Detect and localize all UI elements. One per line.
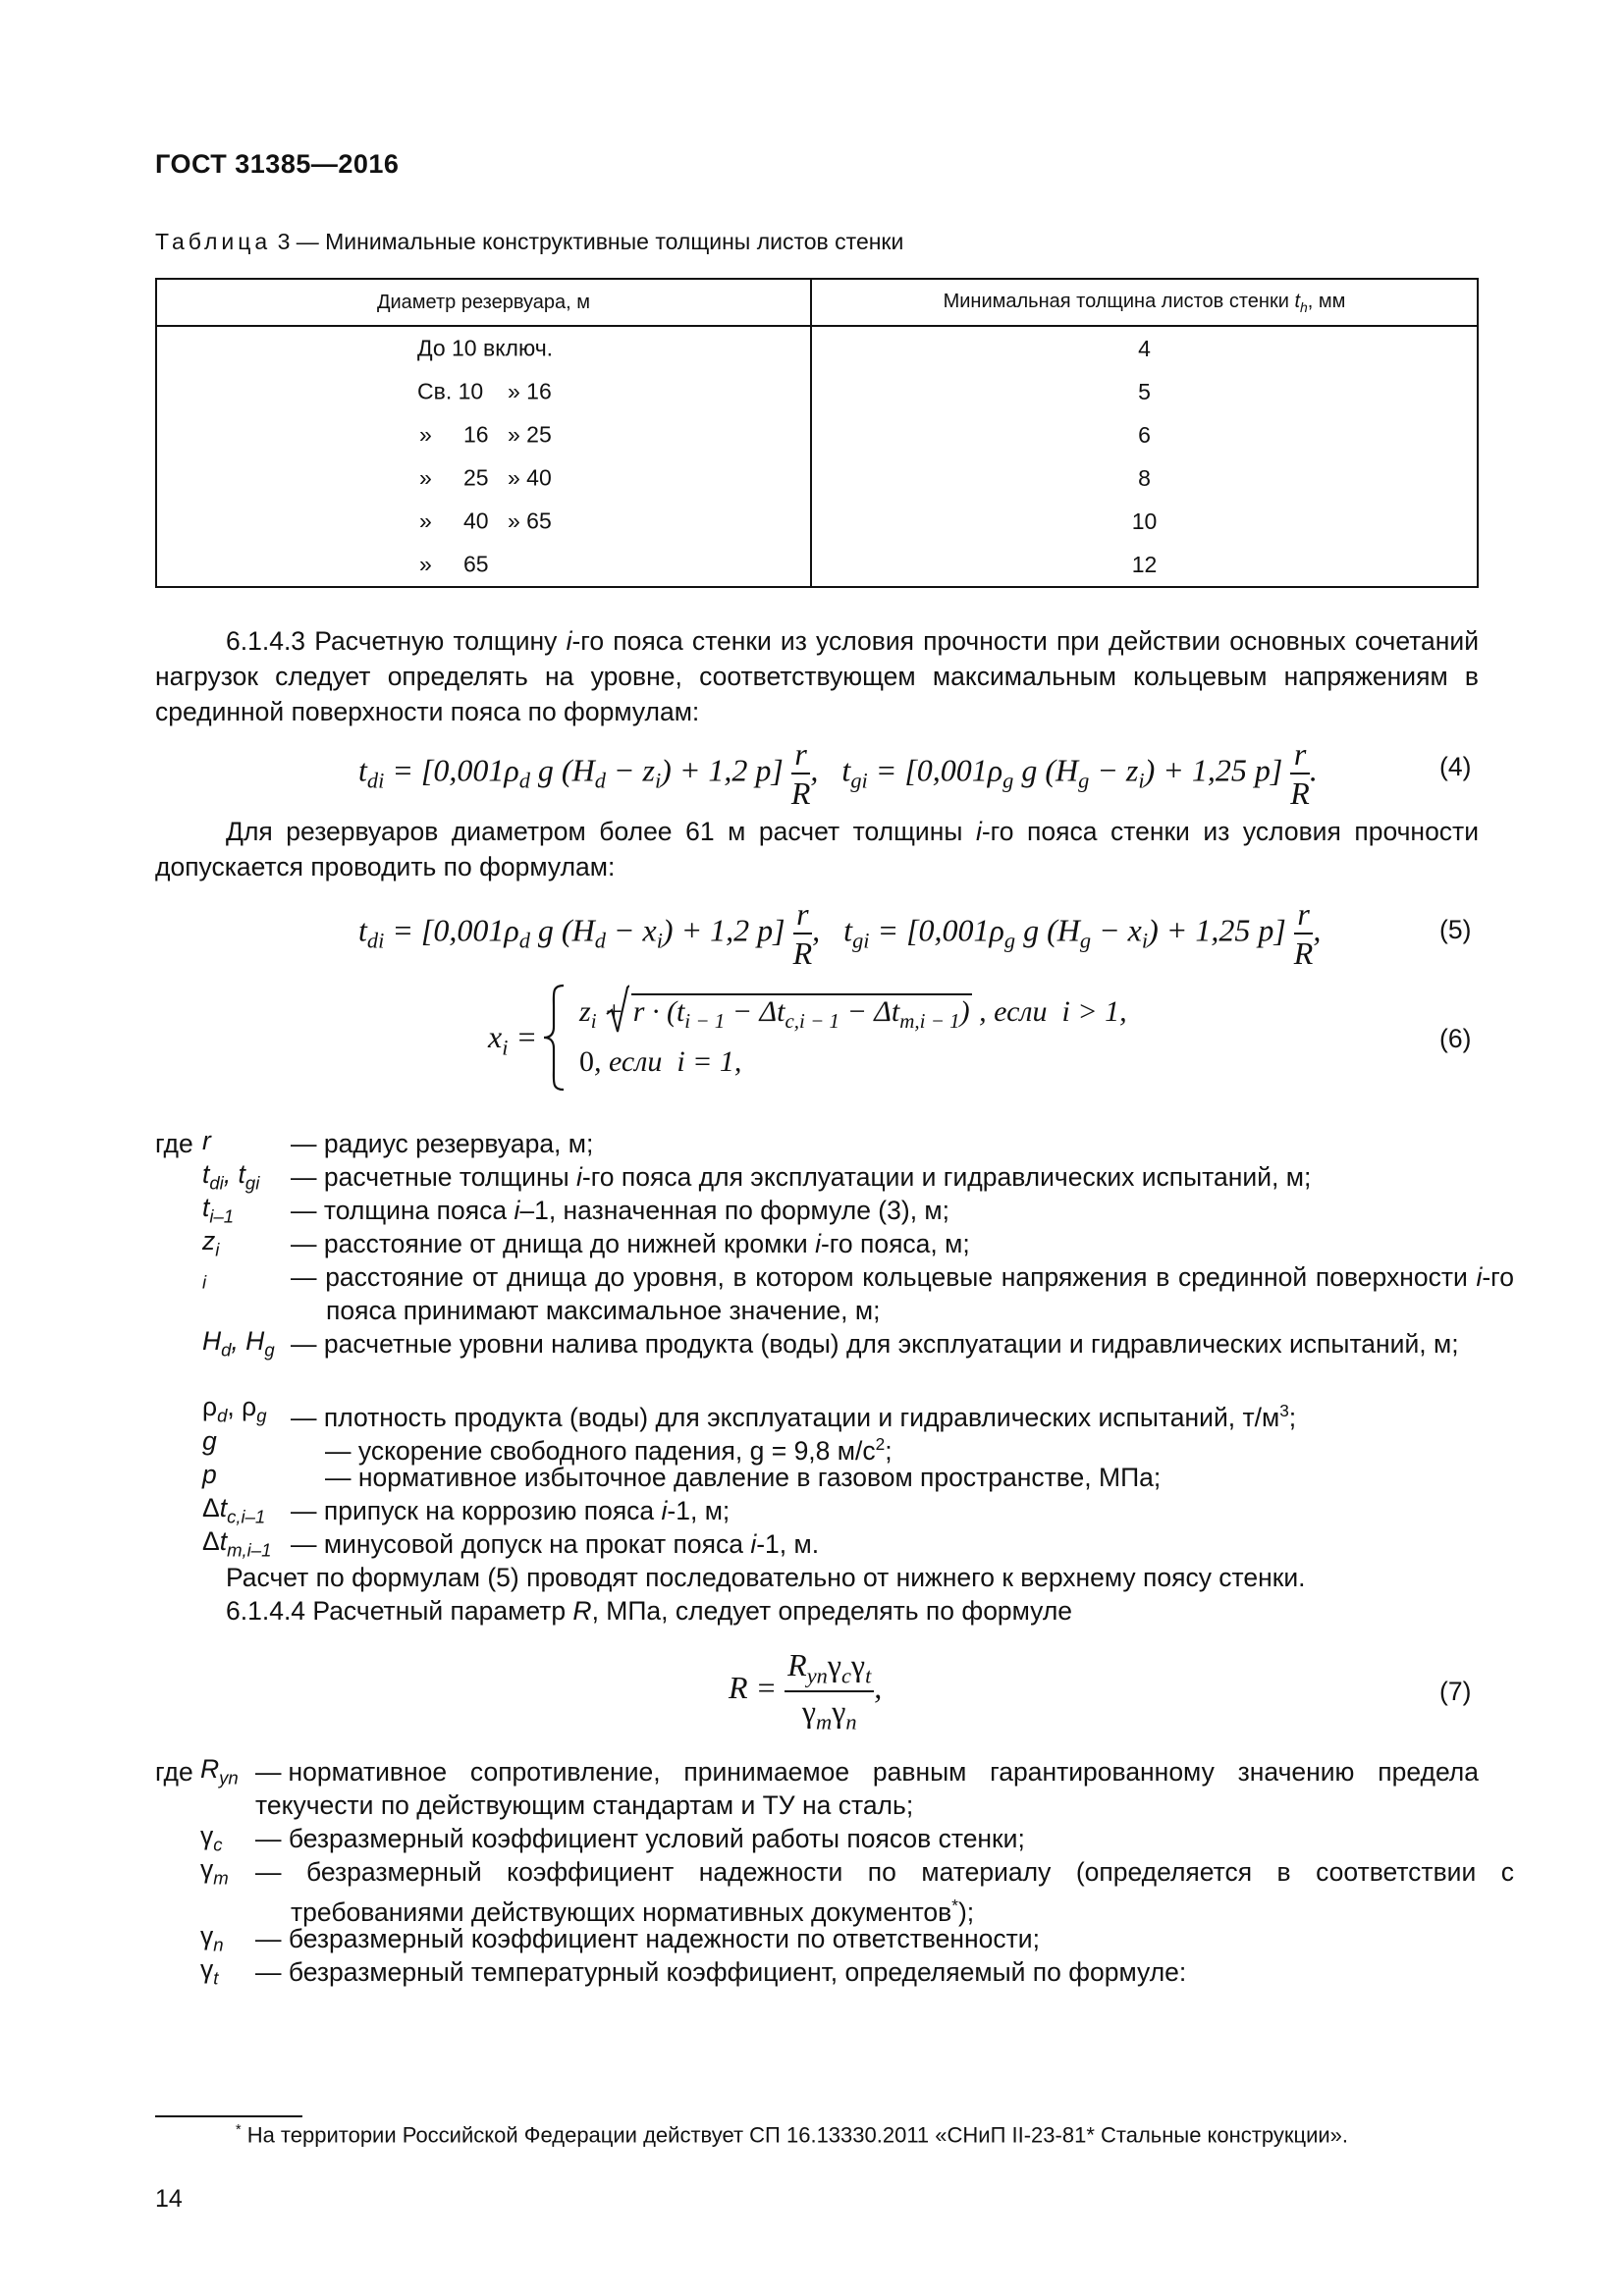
symbol-gamma-t: $\gamma_t$ (200, 1954, 219, 1989)
legend-item-xi: — расстояние от днища до уровня, в котором кольцевые напряжения в срединной поверхности i-го пояса принимают максимальное значение, м; (291, 1262, 1514, 1325)
legend-item-gamma-c: — безразмерный коэффициент условий работы поясов стенки; (255, 1824, 1025, 1853)
document-header: ГОСТ 31385—2016 (155, 149, 400, 179)
table-row (156, 456, 1478, 500)
table-caption-prefix: Таблица (155, 229, 272, 254)
diameter-cell: Св. 10 » 16 (156, 370, 811, 413)
formula-4: $t_{di} = [0,001\rho_d$ g $(H_d - z_i) + 1,2$ p] $\frac{r}{R}$ , $t_{gi} = [0,001\rho_g$ g $(H_g - z_i) + 1,25$ p] $\frac{r}{R}$ . (358, 736, 1318, 811)
table-header-row (156, 279, 1478, 326)
table-row (156, 370, 1478, 413)
symbol-delta-tm: $\Delta t_{m,i-1}$ (202, 1526, 272, 1561)
paragraph-6-1-4-3: 6.1.4.3 Расчетную толщину i-го пояса стенки из условия прочности при действии основных сочетаний нагрузок следует определять на уровне, соответствующем максимальным кольцевым напряжениям в срединной поверхности пояса по формулам: (155, 626, 1480, 726)
formula-6-lhs: $x_i$ = (488, 1019, 538, 1060)
legend-item-hd-hg: — расчетные уровни налива продукта (воды) для эксплуатации и гидравлических испытаний, м; (291, 1329, 1459, 1359)
diameter-cell: » 16 » 25 (156, 413, 811, 456)
legend-item-gamma-n: — безразмерный коэффициент надежности по ответственности; (255, 1924, 1040, 1953)
paragraph-6-1-4-4: 6.1.4.4 Расчетный параметр R, МПа, следует определять по формуле (226, 1596, 1073, 1626)
thickness-cell: 6 (811, 413, 1478, 456)
paragraph-calc-order: Расчет по формулам (5) проводят последовательно от нижнего к верхнему поясу стенки. (226, 1563, 1306, 1592)
symbol-xi: i (202, 1271, 207, 1293)
equation-number-7: (7) (1439, 1677, 1472, 1706)
symbol-zi: $z_i$ (202, 1226, 220, 1260)
legend-item-zi: — расстояние от днища до нижней кромки i-го пояса, м; (291, 1229, 970, 1258)
symbol-gamma-c: $\gamma_c$ (200, 1821, 223, 1855)
symbol-gamma-n: $\gamma_n$ (200, 1921, 224, 1955)
legend-item-delta-tc: — припуск на коррозию пояса i-1, м; (291, 1496, 731, 1525)
table-caption (155, 229, 903, 255)
symbol-r: r (202, 1126, 211, 1155)
thickness-cell: 12 (811, 543, 1478, 587)
diameter-cell: » 40 » 65 (156, 500, 811, 543)
symbol-ryn: $R_{yn}$ (200, 1754, 239, 1789)
table-row (156, 326, 1478, 370)
table-caption-text: 3 — Минимальные конструктивные толщины листов стенки (271, 229, 904, 254)
formula-7: R = $\frac{R_{yn}\gamma_c\gamma_t}{\gamma_m\gamma_n}$ , (729, 1647, 883, 1735)
thickness-cell: 8 (811, 456, 1478, 500)
legend-item-p: — нормативное избыточное давление в газовом пространстве, МПа; (325, 1463, 1162, 1492)
thickness-cell: 10 (811, 500, 1478, 543)
footnote: * На территории Российской Федерации действует СП 16.13330.2011 «СНиП II-23-81* Стальные конструкции». (236, 2122, 1349, 2148)
legend-item-gamma-m: — безразмерный коэффициент надежности по материалу (определяется в соответствии с требованиями действующих нормативных документов*); (255, 1857, 1514, 1927)
table-row (156, 543, 1478, 587)
col-header-thickness: Минимальная толщина листов стенки $t_h$, мм (811, 279, 1478, 326)
diameter-cell: До 10 включ. (156, 326, 811, 370)
formula-6-case-2: 0, если i = 1, (579, 1045, 742, 1078)
legend-where-label: где (155, 1129, 193, 1158)
symbol-delta-tc: $\Delta t_{c,i-1}$ (202, 1493, 266, 1527)
diameter-cell: » 25 » 40 (156, 456, 811, 500)
sqrt-symbol-icon (606, 985, 629, 1036)
legend-item-gamma-t: — безразмерный температурный коэффициент, определяемый по формуле: (255, 1957, 1187, 1987)
symbol-gamma-m: $\gamma_m$ (200, 1854, 229, 1889)
symbol-hd-hg: $H_d$, $H_g$ (202, 1326, 275, 1361)
legend-item-tdi: — расчетные толщины i-го пояса для эксплуатации и гидравлических испытаний, м; (291, 1162, 1312, 1192)
legend-item-rho: — плотность продукта (воды) для эксплуатации и гидравлических испытаний, $т/м^3$; (291, 1401, 1297, 1432)
legend-item-r: — радиус резервуара, м; (291, 1129, 594, 1158)
paragraph-large-diameter: Для резервуаров диаметром более 61 м расчет толщины i-го пояса стенки из условия прочности допускается проводить по формулам: (155, 817, 1479, 881)
left-brace-icon (542, 984, 568, 1092)
page-number: 14 (155, 2185, 183, 2213)
symbol-g: g (202, 1426, 217, 1456)
thickness-table (155, 278, 1479, 588)
equation-number-6: (6) (1439, 1024, 1472, 1053)
sqrt-argument: $r \cdot (t_{i - 1} - \Delta t_{c,i - 1} - \Delta t_{m,i - 1})$ (632, 995, 970, 1033)
formula-6-case-1: $z_i + r \cdot (t_{i - 1} - \Delta t_{c,i - 1} - \Delta t_{m,i - 1})$ , если i > 1, (579, 995, 1127, 1033)
equation-number-5: (5) (1439, 915, 1472, 944)
symbol-rho: $\rho_d$, $\rho_g$ (202, 1392, 267, 1426)
legend-item-delta-tm: — минусовой допуск на прокат пояса i-1, м. (291, 1529, 820, 1559)
legend2-where-label: где (155, 1757, 193, 1787)
thickness-cell: 5 (811, 370, 1478, 413)
table-row (156, 500, 1478, 543)
table-row (156, 413, 1478, 456)
symbol-t-i-1: $t_{i-1}$ (202, 1193, 235, 1227)
legend-item-ryn: — нормативное сопротивление, принимаемое равным гарантированному значению предела текучести по действующим стандартам и ТУ на сталь; (255, 1757, 1479, 1820)
thickness-cell: 4 (811, 326, 1478, 370)
legend-item-g: — ускорение свободного падения, g = 9,8 $м/с^2$; (325, 1434, 893, 1466)
formula-5: $t_{di} = [0,001\rho_d$ g $(H_d - x_i) + 1,2$ p] $\frac{r}{R}$ , $t_{gi} = [0,001\rho_g$ g $(H_g - x_i) + 1,25$ p] $\frac{r}{R}$ , (358, 896, 1322, 971)
footnote-separator (155, 2115, 302, 2117)
symbol-p: p (202, 1460, 217, 1489)
symbol-tdi-tgi: $t_{di}$, $t_{gi}$ (202, 1159, 260, 1194)
equation-number-4: (4) (1439, 752, 1472, 781)
col-header-diameter: Диаметр резервуара, м (156, 279, 811, 326)
legend-item-t-i-1: — толщина пояса i–1, назначенная по формуле (3), м; (291, 1196, 949, 1225)
diameter-cell: » 65 (156, 543, 811, 587)
